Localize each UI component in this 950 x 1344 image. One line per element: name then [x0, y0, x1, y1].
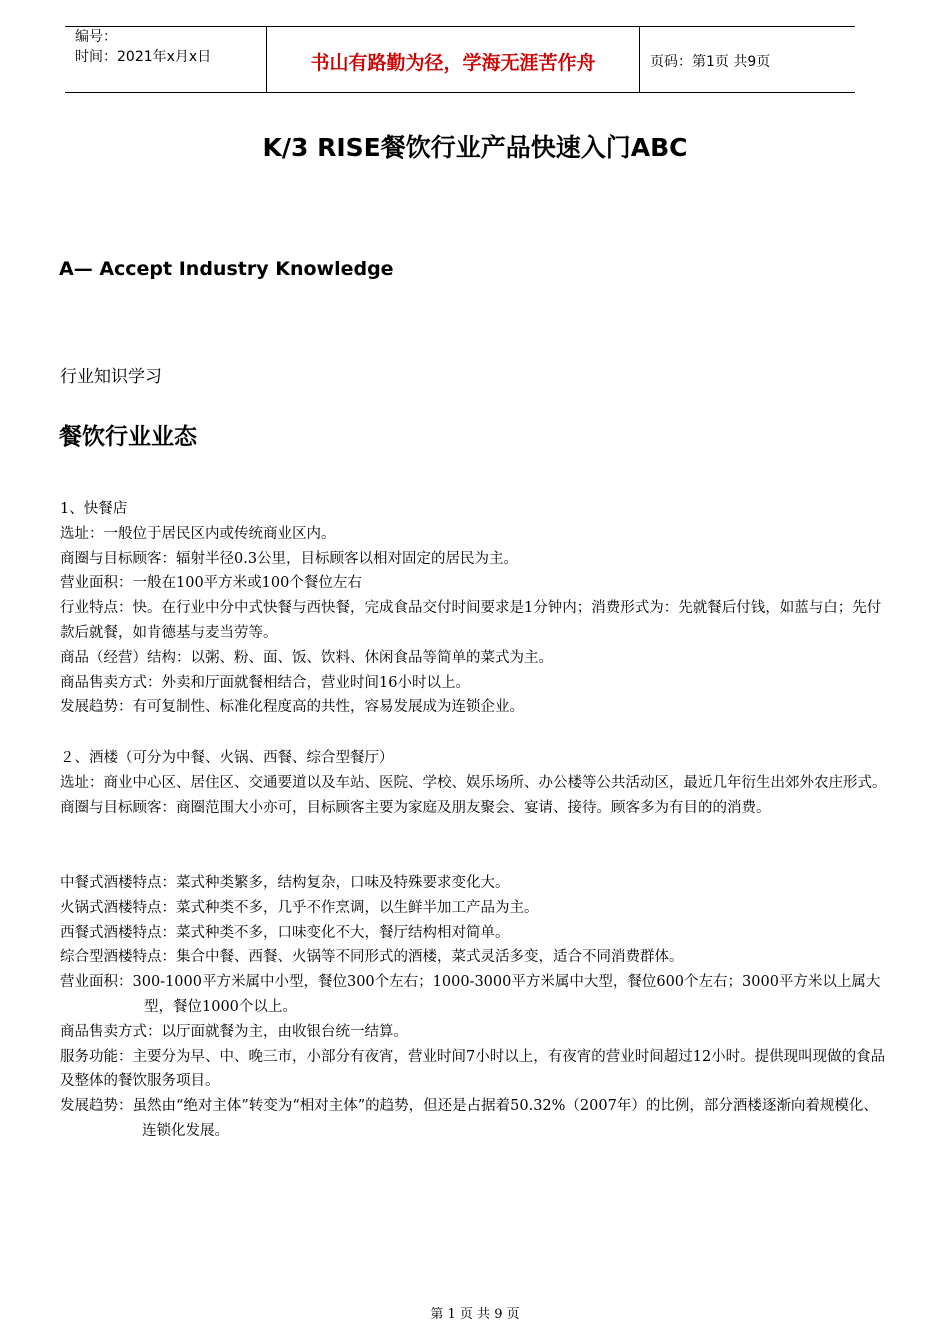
- paragraph: 营业面积：一般在100平方米或100个餐位左右: [60, 575, 362, 592]
- header-bottom-border: [65, 92, 855, 93]
- header-motto: 书山有路勤为径，学海无涯苦作舟: [310, 52, 596, 74]
- restaurant-section: [60, 746, 890, 820]
- fast-food-heading: 1、快餐店: [60, 501, 128, 517]
- header-page-number: 页码：第1页 共9页: [650, 54, 771, 70]
- paragraph: 中餐式酒楼特点：菜式种类繁多，结构复杂，口味及特殊要求变化大。: [60, 875, 510, 891]
- page-footer: 第 1 页 共 9 页: [430, 1307, 520, 1322]
- header-divider-right: [639, 26, 640, 93]
- paragraph: 综合型酒楼特点：集合中餐、西餐、火锅等不同形式的酒楼，菜式灵活多变，适合不同消费群体。: [60, 949, 684, 966]
- fast-food-section: [60, 497, 890, 720]
- paragraph: 商品售卖方式：外卖和厅面就餐相结合，营业时间16小时以上。: [60, 674, 470, 691]
- section-heading-catering-formats: 餐饮行业业态: [59, 424, 197, 450]
- paragraph: 行业特点：快。在行业中分中式快餐与西快餐，完成食品交付时间要求是1分钟内；消费形式为：先就餐后付钱，如蓝与白；先付款后就餐，如肯德基与麦当劳等。: [60, 600, 882, 641]
- section-heading-a: A— Accept Industry Knowledge: [59, 258, 394, 280]
- restaurant-heading: ２、酒楼（可分为中餐、火锅、西餐、综合型餐厅）: [60, 750, 394, 766]
- paragraph: 发展趋势：有可复制性、标准化程度高的共性，容易发展成为连锁企业。: [60, 699, 524, 716]
- paragraph: 选址：一般位于居民区内或传统商业区内。: [60, 525, 336, 542]
- restaurant-features-section: [60, 871, 890, 1144]
- document-time-label: 时间：2021年x月x日: [75, 49, 212, 65]
- paragraph: 西餐式酒楼特点：菜式种类不多，口味变化不大，餐厅结构相对简单。: [60, 924, 510, 941]
- document-number-label: 编号：: [75, 29, 117, 45]
- paragraph: 发展趋势：虽然由“绝对主体”转变为“相对主体”的趋势，但还是占据着50.32%（2007年）的比例，部分酒楼逐渐向着规模化、连锁化发展。: [60, 1098, 878, 1139]
- paragraph: 商圈与目标顾客：辐射半径0.3公里，目标顾客以相对固定的居民为主。: [60, 550, 519, 567]
- paragraph: 商品售卖方式：以厅面就餐为主，由收银台统一结算。: [60, 1023, 408, 1040]
- document-title: K/3 RISE餐饮行业产品快速入门ABC: [262, 133, 688, 162]
- header-left-cell: [75, 27, 211, 67]
- paragraph: 火锅式酒楼特点：菜式种类不多，几乎不作烹调，以生鲜半加工产品为主。: [60, 899, 539, 916]
- paragraph: 选址：商业中心区、居住区、交通要道以及车站、医院、学校、娱乐场所、办公楼等公共活动区，最近几年衍生出郊外农庄形式。: [60, 774, 887, 791]
- paragraph: 商圈与目标顾客：商圈范围大小亦可，目标顾客主要为家庭及朋友聚会、宴请、接待。顾客多为有目的的消费。: [60, 799, 771, 816]
- section-subtitle: 行业知识学习: [60, 367, 162, 387]
- paragraph: 服务功能：主要分为早、中、晚三市，小部分有夜宵，营业时间7小时以上，有夜宵的营业时间超过12小时。提供现叫现做的食品及整体的餐饮服务项目。: [60, 1048, 886, 1090]
- paragraph: 营业面积：300-1000平方米属中小型，餐位300个左右；1000-3000平方米属中大型，餐位600个左右；3000平方米以上属大型，餐位1000个以上。: [60, 974, 881, 1015]
- paragraph: 商品（经营）结构：以粥、粉、面、饭、饮料、休闲食品等简单的菜式为主。: [60, 649, 553, 666]
- header-divider-left: [266, 26, 267, 93]
